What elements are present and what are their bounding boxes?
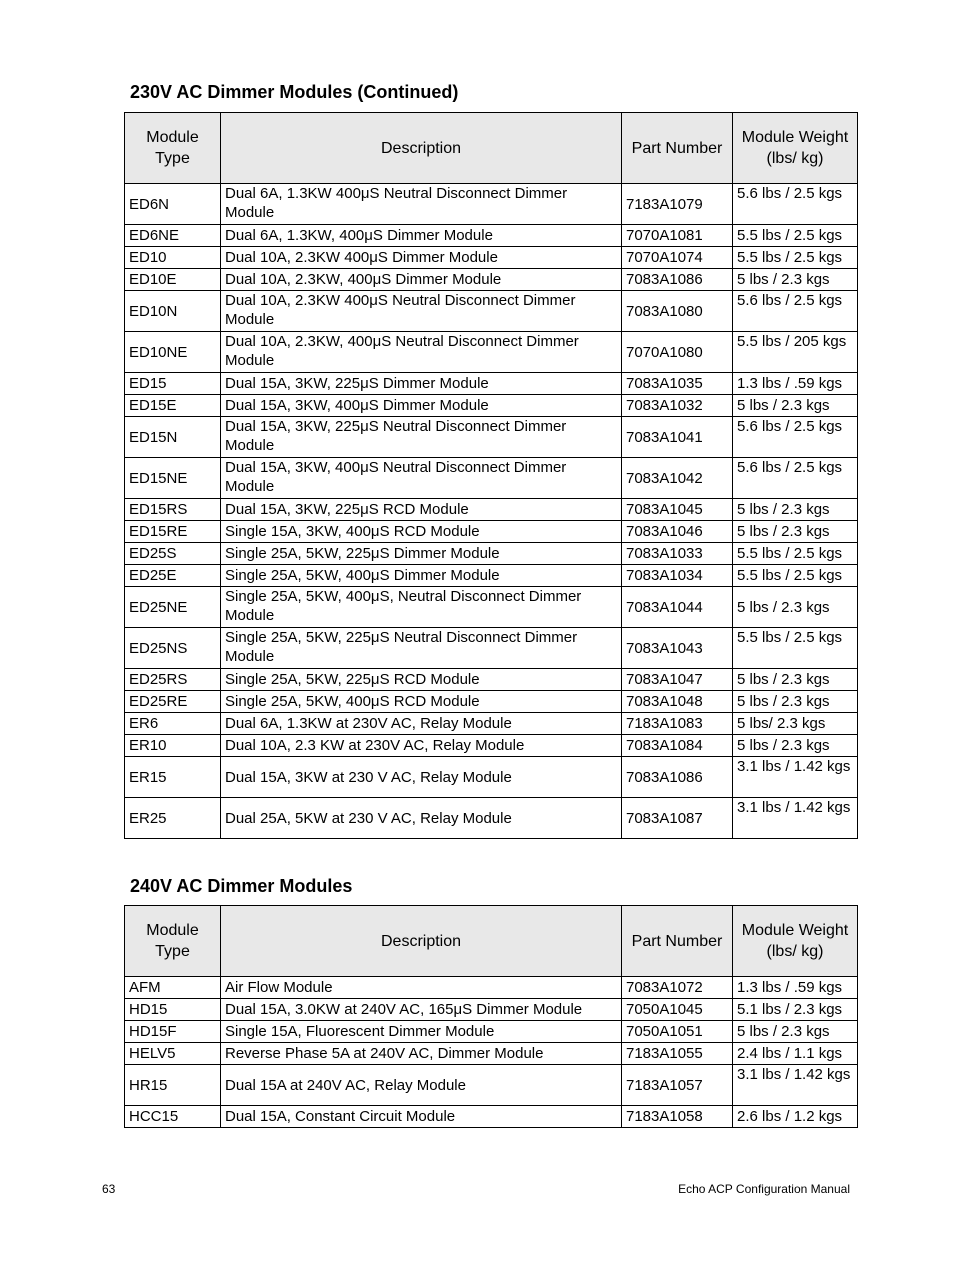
cell-description: Dual 6A, 1.3KW, 400μS Dimmer Module [221,225,622,247]
cell-module-type: ED25S [125,543,221,565]
cell-description: Dual 10A, 2.3KW 400μS Neutral Disconnect Dimmer Module [221,291,622,332]
table-row [125,757,858,798]
cell-module-weight: 5.5 lbs / 2.5 kgs [733,225,858,247]
cell-part-number: 7083A1086 [622,757,733,798]
cell-module-type: HD15F [125,1021,221,1043]
cell-module-weight: 5.5 lbs / 2.5 kgs [733,628,858,669]
cell-module-weight: 5 lbs / 2.3 kgs [733,587,858,628]
cell-description: Air Flow Module [221,977,622,999]
cell-module-weight: 1.3 lbs / .59 kgs [733,977,858,999]
cell-module-type: ER10 [125,735,221,757]
cell-part-number: 7050A1051 [622,1021,733,1043]
cell-description: Single 25A, 5KW, 400μS Dimmer Module [221,565,622,587]
cell-description: Single 25A, 5KW, 225μS Dimmer Module [221,543,622,565]
table-row [125,1106,858,1128]
cell-module-weight: 5 lbs / 2.3 kgs [733,395,858,417]
table-row [125,395,858,417]
cell-module-type: ED25NE [125,587,221,628]
cell-module-weight: 5.5 lbs / 2.5 kgs [733,543,858,565]
section-title-240v: 240V AC Dimmer Modules [130,876,353,896]
cell-module-weight: 3.1 lbs / 1.42 kgs [733,1065,858,1106]
table-row [125,999,858,1021]
cell-part-number: 7050A1045 [622,999,733,1021]
cell-description: Dual 15A, 3KW, 225μS Neutral Disconnect Dimmer Module [221,417,622,458]
table-row [125,798,858,839]
cell-module-weight: 5.1 lbs / 2.3 kgs [733,999,858,1021]
cell-module-type: HCC15 [125,1106,221,1128]
cell-description: Dual 10A, 2.3KW, 400μS Dimmer Module [221,269,622,291]
cell-part-number: 7083A1041 [622,417,733,458]
cell-module-weight: 5.6 lbs / 2.5 kgs [733,458,858,499]
cell-module-type: ED25NS [125,628,221,669]
cell-module-type: AFM [125,977,221,999]
header-part-number: Part Number [622,113,733,184]
cell-description: Dual 15A, 3KW, 400μS Dimmer Module [221,395,622,417]
cell-module-weight: 5.6 lbs / 2.5 kgs [733,417,858,458]
table-row [125,628,858,669]
cell-module-type: ED15NE [125,458,221,499]
cell-part-number: 7083A1046 [622,521,733,543]
table-row [125,184,858,225]
table-header-row [125,906,858,977]
cell-module-type: ED25E [125,565,221,587]
table-row [125,543,858,565]
table-row [125,417,858,458]
cell-part-number: 7083A1045 [622,499,733,521]
table-row [125,269,858,291]
header-description: Description [221,113,622,184]
cell-part-number: 7083A1086 [622,269,733,291]
cell-part-number: 7083A1033 [622,543,733,565]
cell-module-type: ED15 [125,373,221,395]
cell-module-type: HELV5 [125,1043,221,1065]
cell-module-type: ED10E [125,269,221,291]
header-description: Description [221,906,622,977]
cell-description: Dual 15A, Constant Circuit Module [221,1106,622,1128]
header-part-number: Part Number [622,906,733,977]
cell-module-type: ER25 [125,798,221,839]
cell-part-number: 7083A1042 [622,458,733,499]
cell-module-type: ER6 [125,713,221,735]
cell-part-number: 7083A1034 [622,565,733,587]
cell-description: Single 25A, 5KW, 400μS, Neutral Disconnect Dimmer Module [221,587,622,628]
header-module-weight: Module Weight (lbs/ kg) [733,113,858,184]
cell-description: Dual 10A, 2.3 KW at 230V AC, Relay Module [221,735,622,757]
cell-module-type: ED15E [125,395,221,417]
cell-description: Dual 6A, 1.3KW at 230V AC, Relay Module [221,713,622,735]
cell-module-weight: 2.4 lbs / 1.1 kgs [733,1043,858,1065]
cell-description: Dual 25A, 5KW at 230 V AC, Relay Module [221,798,622,839]
header-module-type: Module Type [125,906,221,977]
table-row [125,225,858,247]
cell-module-weight: 5 lbs/ 2.3 kgs [733,713,858,735]
cell-module-weight: 1.3 lbs / .59 kgs [733,373,858,395]
table-row [125,1021,858,1043]
cell-module-weight: 3.1 lbs / 1.42 kgs [733,798,858,839]
table-row [125,332,858,373]
table-row [125,691,858,713]
table-row [125,521,858,543]
table-header-row [125,113,858,184]
cell-description: Single 25A, 5KW, 400μS RCD Module [221,691,622,713]
cell-module-weight: 5.5 lbs / 2.5 kgs [733,565,858,587]
dimmer-modules-240v-table [124,905,858,1128]
cell-description: Dual 15A, 3KW, 225μS Dimmer Module [221,373,622,395]
cell-part-number: 7083A1044 [622,587,733,628]
cell-description: Dual 6A, 1.3KW 400μS Neutral Disconnect Dimmer Module [221,184,622,225]
cell-module-weight: 2.6 lbs / 1.2 kgs [733,1106,858,1128]
section-title-230v: 230V AC Dimmer Modules (Continued) [130,82,459,102]
table-row [125,669,858,691]
table-row [125,1065,858,1106]
cell-description: Single 15A, 3KW, 400μS RCD Module [221,521,622,543]
cell-description: Dual 15A, 3.0KW at 240V AC, 165μS Dimmer Module [221,999,622,1021]
cell-module-weight: 5.5 lbs / 2.5 kgs [733,247,858,269]
cell-module-type: ER15 [125,757,221,798]
cell-part-number: 7183A1057 [622,1065,733,1106]
cell-module-weight: 5 lbs / 2.3 kgs [733,669,858,691]
cell-module-type: ED25RS [125,669,221,691]
cell-module-weight: 5 lbs / 2.3 kgs [733,1021,858,1043]
cell-module-type: ED6NE [125,225,221,247]
cell-description: Dual 15A, 3KW, 225μS RCD Module [221,499,622,521]
table-row [125,247,858,269]
cell-part-number: 7083A1080 [622,291,733,332]
cell-module-type: HR15 [125,1065,221,1106]
cell-module-weight: 5 lbs / 2.3 kgs [733,499,858,521]
cell-module-weight: 5 lbs / 2.3 kgs [733,521,858,543]
table-row [125,587,858,628]
cell-part-number: 7083A1047 [622,669,733,691]
cell-part-number: 7083A1032 [622,395,733,417]
table-row [125,291,858,332]
cell-part-number: 7083A1043 [622,628,733,669]
cell-part-number: 7183A1058 [622,1106,733,1128]
table-row [125,713,858,735]
cell-module-type: HD15 [125,999,221,1021]
cell-part-number: 7083A1072 [622,977,733,999]
cell-description: Single 15A, Fluorescent Dimmer Module [221,1021,622,1043]
header-module-weight: Module Weight (lbs/ kg) [733,906,858,977]
cell-description: Dual 15A, 3KW at 230 V AC, Relay Module [221,757,622,798]
cell-module-type: ED10NE [125,332,221,373]
cell-description: Single 25A, 5KW, 225μS RCD Module [221,669,622,691]
cell-description: Dual 15A, 3KW, 400μS Neutral Disconnect Dimmer Module [221,458,622,499]
dimmer-modules-230v-table [124,112,858,839]
cell-part-number: 7083A1048 [622,691,733,713]
cell-module-weight: 3.1 lbs / 1.42 kgs [733,757,858,798]
cell-part-number: 7183A1083 [622,713,733,735]
cell-part-number: 7183A1079 [622,184,733,225]
cell-description: Single 25A, 5KW, 225μS Neutral Disconnect Dimmer Module [221,628,622,669]
cell-description: Dual 10A, 2.3KW, 400μS Neutral Disconnect Dimmer Module [221,332,622,373]
header-module-type: Module Type [125,113,221,184]
cell-module-weight: 5 lbs / 2.3 kgs [733,691,858,713]
cell-module-weight: 5.6 lbs / 2.5 kgs [733,291,858,332]
cell-module-weight: 5 lbs / 2.3 kgs [733,735,858,757]
cell-module-type: ED25RE [125,691,221,713]
page-number: 63 [102,1182,116,1196]
table-row [125,565,858,587]
cell-part-number: 7070A1081 [622,225,733,247]
table-row [125,1043,858,1065]
cell-part-number: 7070A1074 [622,247,733,269]
cell-part-number: 7083A1035 [622,373,733,395]
table-row [125,458,858,499]
cell-module-type: ED10N [125,291,221,332]
cell-module-type: ED15RS [125,499,221,521]
cell-module-type: ED10 [125,247,221,269]
table-row [125,977,858,999]
cell-description: Reverse Phase 5A at 240V AC, Dimmer Module [221,1043,622,1065]
cell-part-number: 7083A1087 [622,798,733,839]
table-row [125,735,858,757]
cell-module-weight: 5.5 lbs / 205 kgs [733,332,858,373]
cell-part-number: 7183A1055 [622,1043,733,1065]
cell-description: Dual 15A at 240V AC, Relay Module [221,1065,622,1106]
cell-part-number: 7070A1080 [622,332,733,373]
cell-module-type: ED15N [125,417,221,458]
manual-title: Echo ACP Configuration Manual [678,1182,850,1196]
cell-module-type: ED6N [125,184,221,225]
table-row [125,373,858,395]
cell-part-number: 7083A1084 [622,735,733,757]
cell-module-weight: 5.6 lbs / 2.5 kgs [733,184,858,225]
cell-module-weight: 5 lbs / 2.3 kgs [733,269,858,291]
cell-module-type: ED15RE [125,521,221,543]
cell-description: Dual 10A, 2.3KW 400μS Dimmer Module [221,247,622,269]
table-row [125,499,858,521]
